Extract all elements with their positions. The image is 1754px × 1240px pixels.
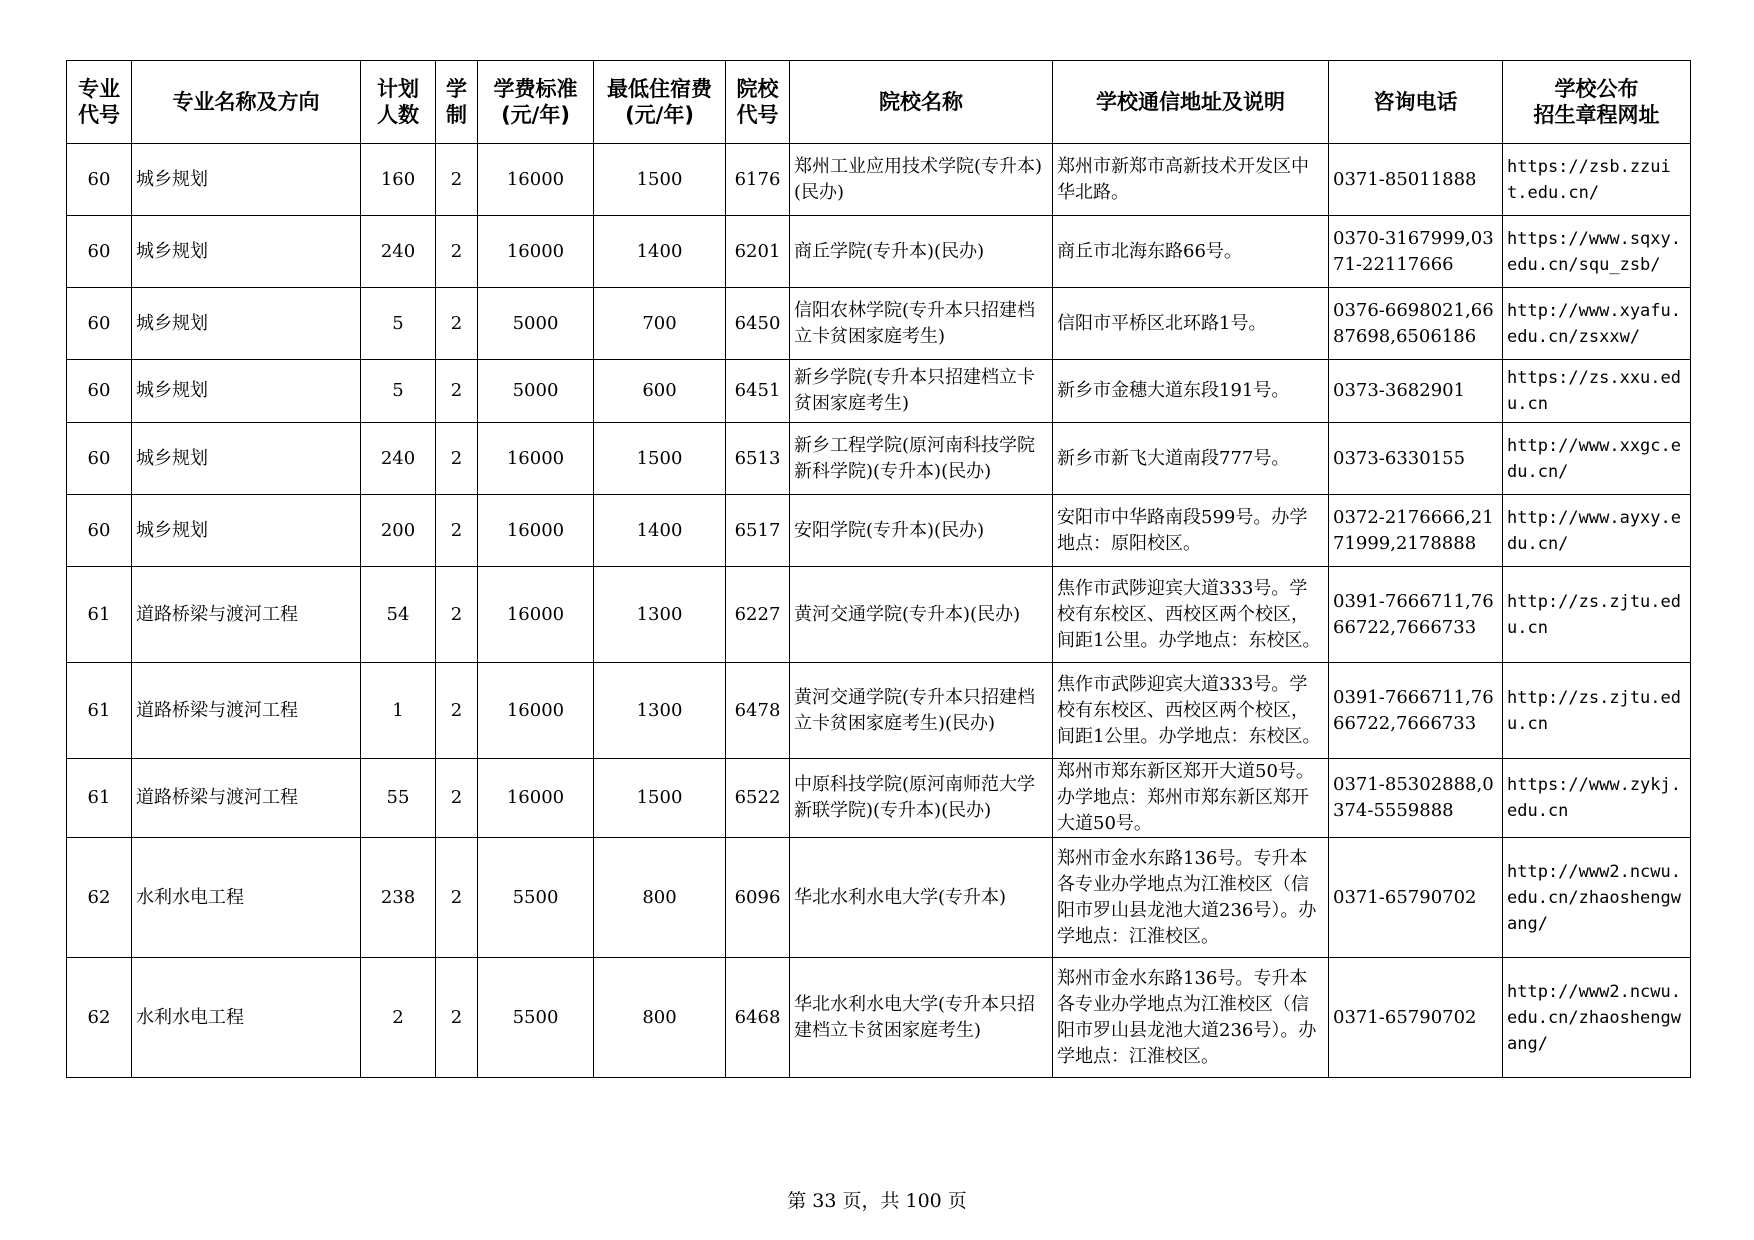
cell-address: 信阳市平桥区北环路1号。 [1053,288,1329,360]
cell-website[interactable]: https://zs.xxu.edu.cn [1503,360,1691,423]
cell-address: 郑州市金水东路136号。专升本各专业办学地点为江淮校区（信阳市罗山县龙池大道236号）。办学地点：江淮校区。 [1053,958,1329,1078]
cell-phone: 0371-85302888,0374-5559888 [1329,759,1503,838]
cell-school-code: 6478 [726,663,790,759]
cell-school-name: 信阳农林学院(专升本只招建档立卡贫困家庭考生) [790,288,1053,360]
cell-school-name: 黄河交通学院(专升本)(民办) [790,567,1053,663]
cell-duration: 2 [436,759,478,838]
table-body [67,144,1691,1078]
cell-major-code: 60 [67,360,132,423]
cell-plan-count: 240 [361,216,436,288]
cell-lodging-fee: 800 [594,838,726,958]
cell-school-name: 华北水利水电大学(专升本只招建档立卡贫困家庭考生) [790,958,1053,1078]
cell-school-code: 6513 [726,423,790,495]
cell-duration: 2 [436,360,478,423]
table-row [67,663,1691,759]
cell-lodging-fee: 600 [594,360,726,423]
cell-duration: 2 [436,958,478,1078]
cell-major-code: 61 [67,663,132,759]
cell-major-name: 水利水电工程 [132,958,361,1078]
cell-major-code: 60 [67,423,132,495]
cell-major-name: 水利水电工程 [132,838,361,958]
cell-phone: 0391-7666711,7666722,7666733 [1329,567,1503,663]
cell-school-code: 6468 [726,958,790,1078]
cell-address: 新乡市新飞大道南段777号。 [1053,423,1329,495]
cell-major-name: 城乡规划 [132,144,361,216]
cell-lodging-fee: 700 [594,288,726,360]
cell-school-code: 6096 [726,838,790,958]
cell-plan-count: 5 [361,288,436,360]
header-school-name: 院校名称 [790,61,1053,144]
header-address: 学校通信地址及说明 [1053,61,1329,144]
cell-website[interactable]: https://zsb.zzuit.edu.cn/ [1503,144,1691,216]
cell-tuition: 16000 [478,567,594,663]
cell-website[interactable]: http://www2.ncwu.edu.cn/zhaoshengwang/ [1503,958,1691,1078]
cell-plan-count: 240 [361,423,436,495]
cell-website[interactable]: http://www.xxgc.edu.cn/ [1503,423,1691,495]
cell-major-code: 60 [67,288,132,360]
cell-school-name: 商丘学院(专升本)(民办) [790,216,1053,288]
header-plan-count: 计划 人数 [361,61,436,144]
header-phone: 咨询电话 [1329,61,1503,144]
cell-major-name: 城乡规划 [132,423,361,495]
table-row [67,958,1691,1078]
cell-plan-count: 54 [361,567,436,663]
cell-website[interactable]: http://www.xyafu.edu.cn/zsxxw/ [1503,288,1691,360]
cell-major-name: 城乡规划 [132,360,361,423]
cell-lodging-fee: 1400 [594,216,726,288]
cell-website[interactable]: http://www.ayxy.edu.cn/ [1503,495,1691,567]
cell-tuition: 16000 [478,144,594,216]
cell-major-code: 62 [67,958,132,1078]
cell-major-name: 城乡规划 [132,288,361,360]
cell-plan-count: 238 [361,838,436,958]
cell-school-name: 安阳学院(专升本)(民办) [790,495,1053,567]
cell-tuition: 5500 [478,958,594,1078]
cell-lodging-fee: 1500 [594,423,726,495]
cell-major-name: 城乡规划 [132,216,361,288]
cell-major-code: 60 [67,495,132,567]
cell-phone: 0391-7666711,7666722,7666733 [1329,663,1503,759]
cell-school-code: 6450 [726,288,790,360]
cell-major-name: 道路桥梁与渡河工程 [132,663,361,759]
cell-tuition: 5500 [478,838,594,958]
cell-tuition: 16000 [478,759,594,838]
cell-school-name: 华北水利水电大学(专升本) [790,838,1053,958]
cell-school-code: 6227 [726,567,790,663]
table-row [67,567,1691,663]
cell-lodging-fee: 1500 [594,144,726,216]
table-row [67,423,1691,495]
cell-school-name: 新乡学院(专升本只招建档立卡贫困家庭考生) [790,360,1053,423]
cell-major-code: 62 [67,838,132,958]
cell-address: 郑州市金水东路136号。专升本各专业办学地点为江淮校区（信阳市罗山县龙池大道236号）。办学地点：江淮校区。 [1053,838,1329,958]
cell-phone: 0371-65790702 [1329,958,1503,1078]
cell-school-code: 6201 [726,216,790,288]
cell-major-code: 60 [67,216,132,288]
cell-school-code: 6176 [726,144,790,216]
cell-phone: 0373-3682901 [1329,360,1503,423]
cell-lodging-fee: 1400 [594,495,726,567]
cell-plan-count: 160 [361,144,436,216]
cell-major-name: 道路桥梁与渡河工程 [132,567,361,663]
cell-phone: 0376-6698021,6687698,6506186 [1329,288,1503,360]
cell-phone: 0372-2176666,2171999,2178888 [1329,495,1503,567]
cell-plan-count: 55 [361,759,436,838]
cell-lodging-fee: 1500 [594,759,726,838]
cell-duration: 2 [436,423,478,495]
cell-address: 焦作市武陟迎宾大道333号。学校有东校区、西校区两个校区，间距1公里。办学地点：东校区。 [1053,663,1329,759]
cell-phone: 0370-3167999,0371-22117666 [1329,216,1503,288]
cell-address: 郑州市新郑市高新技术开发区中华北路。 [1053,144,1329,216]
cell-lodging-fee: 1300 [594,663,726,759]
cell-plan-count: 200 [361,495,436,567]
cell-phone: 0371-65790702 [1329,838,1503,958]
cell-major-name: 城乡规划 [132,495,361,567]
cell-phone: 0373-6330155 [1329,423,1503,495]
cell-school-code: 6517 [726,495,790,567]
page-number: 第 33 页，共 100 页 [787,1190,967,1212]
cell-school-name: 郑州工业应用技术学院(专升本)(民办) [790,144,1053,216]
cell-duration: 2 [436,288,478,360]
cell-major-code: 61 [67,567,132,663]
cell-lodging-fee: 1300 [594,567,726,663]
cell-address: 焦作市武陟迎宾大道333号。学校有东校区、西校区两个校区，间距1公里。办学地点：东校区。 [1053,567,1329,663]
cell-tuition: 16000 [478,216,594,288]
header-major-code: 专业 代号 [67,61,132,144]
cell-website[interactable]: https://www.sqxy.edu.cn/squ_zsb/ [1503,216,1691,288]
cell-address: 新乡市金穗大道东段191号。 [1053,360,1329,423]
header-website: 学校公布 招生章程网址 [1503,61,1691,144]
cell-plan-count: 1 [361,663,436,759]
cell-plan-count: 5 [361,360,436,423]
cell-duration: 2 [436,663,478,759]
table-row [67,838,1691,958]
header-major-name: 专业名称及方向 [132,61,361,144]
cell-school-name: 黄河交通学院(专升本只招建档立卡贫困家庭考生)(民办) [790,663,1053,759]
table-row [67,759,1691,838]
cell-address: 郑州市郑东新区郑开大道50号。办学地点：郑州市郑东新区郑开大道50号。 [1053,759,1329,838]
header-row [67,61,1691,144]
header-school-code: 院校 代号 [726,61,790,144]
cell-school-name: 中原科技学院(原河南师范大学新联学院)(专升本)(民办) [790,759,1053,838]
cell-major-code: 61 [67,759,132,838]
cell-plan-count: 2 [361,958,436,1078]
header-tuition: 学费标准 (元/年) [478,61,594,144]
cell-duration: 2 [436,495,478,567]
cell-duration: 2 [436,567,478,663]
cell-tuition: 5000 [478,288,594,360]
cell-duration: 2 [436,144,478,216]
cell-tuition: 16000 [478,495,594,567]
cell-tuition: 5000 [478,360,594,423]
cell-website[interactable]: http://zs.zjtu.edu.cn [1503,567,1691,663]
table-row [67,216,1691,288]
cell-website[interactable]: http://www2.ncwu.edu.cn/zhaoshengwang/ [1503,838,1691,958]
cell-school-name: 新乡工程学院(原河南科技学院新科学院)(专升本)(民办) [790,423,1053,495]
cell-lodging-fee: 800 [594,958,726,1078]
cell-school-code: 6451 [726,360,790,423]
table-row [67,360,1691,423]
admissions-table [66,60,1691,1078]
header-lodging-fee: 最低住宿费 (元/年) [594,61,726,144]
cell-website[interactable]: https://www.zykj.edu.cn [1503,759,1691,838]
table-row [67,144,1691,216]
cell-address: 商丘市北海东路66号。 [1053,216,1329,288]
header-duration: 学 制 [436,61,478,144]
cell-school-code: 6522 [726,759,790,838]
cell-tuition: 16000 [478,423,594,495]
cell-website[interactable]: http://zs.zjtu.edu.cn [1503,663,1691,759]
cell-address: 安阳市中华路南段599号。办学地点：原阳校区。 [1053,495,1329,567]
cell-duration: 2 [436,838,478,958]
cell-major-name: 道路桥梁与渡河工程 [132,759,361,838]
cell-duration: 2 [436,216,478,288]
cell-major-code: 60 [67,144,132,216]
table-row [67,495,1691,567]
table-row [67,288,1691,360]
cell-tuition: 16000 [478,663,594,759]
table-header [67,61,1691,144]
cell-phone: 0371-85011888 [1329,144,1503,216]
